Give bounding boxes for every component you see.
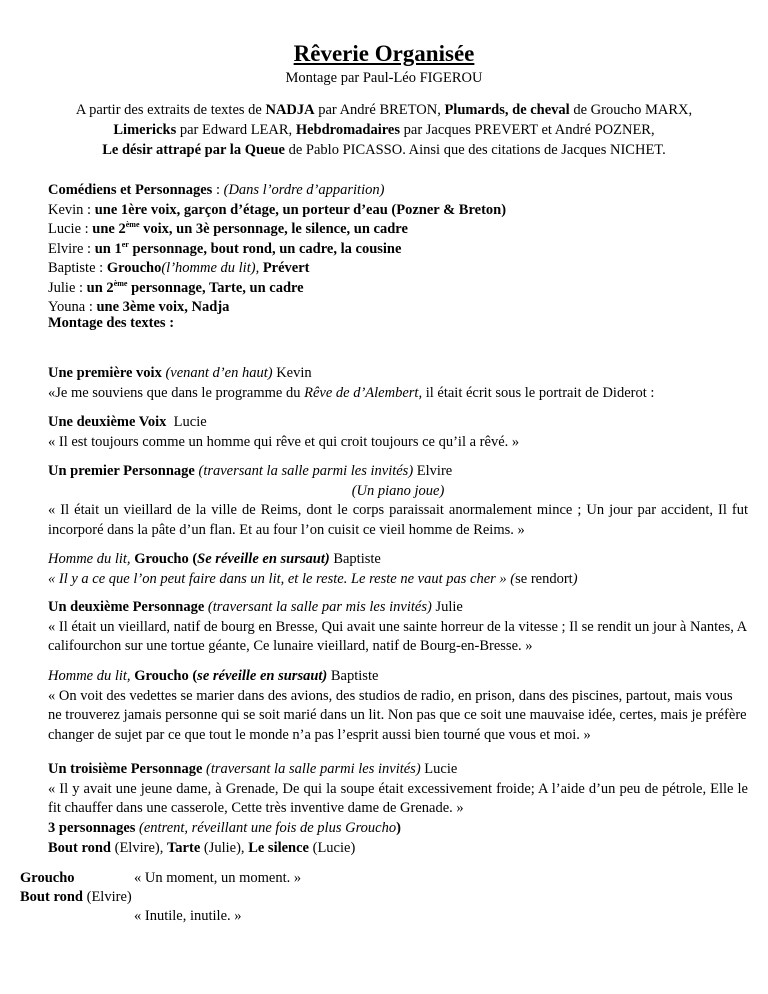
line-text: « Il est toujours comme un homme qui rêve et qui croit toujours ce qu’il a rêvé. » <box>48 433 520 450</box>
scene-groucho-1 <box>48 550 748 589</box>
cast-list <box>48 181 748 318</box>
line-text-title: Rêve de d’Alembert, <box>304 384 423 401</box>
cast-actor: Kevin : <box>48 201 95 218</box>
cast-actor: Julie : <box>48 279 87 296</box>
dialogue-speaker-boutrond <box>20 888 132 908</box>
document-subtitle: Montage par Paul-Léo FIGEROU <box>285 70 483 86</box>
cast-actor: Elvire : <box>48 240 95 257</box>
cast-roles: Groucho(l’homme du lit), Prévert <box>106 260 310 276</box>
cast-heading-note: (Dans l’ordre d’apparition) <box>223 182 385 198</box>
intro-text: de Pablo PICASSO. Ainsi que des citations de Jacques NICHET. <box>284 142 666 158</box>
actor-name: Elvire <box>413 463 453 479</box>
stage-direction: se réveille en sursaut) <box>197 668 328 684</box>
speaker-label: Un premier Personnage <box>48 463 195 479</box>
speaker-name: Groucho ( <box>134 551 198 567</box>
intro-work-plumards: Plumards, de cheval <box>444 102 570 118</box>
speaker-name: Bout rond <box>20 889 83 905</box>
speaker-label: Homme du lit, <box>48 668 135 684</box>
cast-roles: un 1er personnage, bout rond, un cadre, la cousine <box>94 239 402 257</box>
line-text: « Il y a ce que l’on peut faire dans un lit, et le reste. Le reste ne vaut pas cher » ( <box>48 570 516 587</box>
cast-actor: Lucie : <box>48 221 93 237</box>
line-text: « Il y avait une jeune dame, à Grenade, De qui la soupe était excessivement froide; A l’aide d’un peu de pétrole, Elle le fit chauffer dans une casserole, Cette très inventive dame de Grenade. » <box>48 780 748 816</box>
stage-direction: (traversant la salle par mis les invités) <box>204 599 432 615</box>
speaker-label: Homme du lit, <box>48 551 135 567</box>
stage-direction: se rendort <box>515 570 573 587</box>
actor-name: Kevin <box>272 365 312 381</box>
scene-first-character <box>48 462 748 540</box>
cast-roles: une 1ère voix, garçon d’étage, un porteur d’eau (Pozner & Breton) <box>94 201 507 218</box>
music-direction: (Un piano joue) <box>351 482 445 499</box>
cast-roles: une 2ème voix, un 3è personnage, le silence, un cadre <box>92 220 408 237</box>
scene-groucho-2 <box>48 667 748 745</box>
scene-third-character <box>48 760 748 819</box>
intro-text: de Groucho MARX, <box>569 102 693 118</box>
intro-work-hebdromadaires: Hebdromadaires <box>295 122 401 138</box>
cast-actor: Baptiste : <box>48 260 107 276</box>
actor-name: (Lucie) <box>309 839 356 856</box>
montage-heading: Montage des textes : <box>48 315 175 331</box>
speaker-label: 3 personnages <box>48 820 136 836</box>
intro-work-desir: Le désir attrapé par la Queue <box>102 142 285 158</box>
cast-actor: Youna : <box>48 299 97 315</box>
stage-direction: Se réveille en sursaut) <box>197 551 330 567</box>
intro-work-nadja: NADJA <box>265 102 315 118</box>
actor-name: Lucie <box>420 761 458 777</box>
scene-three-characters <box>48 819 748 858</box>
stage-direction: (traversant la salle parmi les invités) <box>202 761 421 777</box>
intro-work-limericks: Limericks <box>113 122 177 138</box>
stage-direction: (traversant la salle parmi les invités) <box>194 463 414 479</box>
dialogue-speaker-groucho: Groucho <box>20 870 75 886</box>
speaker-label: Une deuxième Voix <box>48 414 167 430</box>
document-title: Rêverie Organisée <box>293 41 475 66</box>
line-text: il était écrit sous le portrait de Diderot : <box>422 384 655 401</box>
cast-heading-sep: : <box>212 182 224 198</box>
cast-heading: Comédiens et Personnages <box>48 182 213 198</box>
speaker-label: Un troisième Personnage <box>48 761 203 777</box>
actor-name: Baptiste <box>329 551 381 567</box>
scene-second-character <box>48 598 748 657</box>
scene-second-voice <box>48 413 748 452</box>
line-text: « On voit des vedettes se marier dans des avions, des studios de radio, en prison, dans des piscines, partout, mais vous ne trouverez jamais personne qui se soit marié dans un lit. Non pas que ce soit une mauvaise idée, certes, mais je préfère changer de sujet par ce que tout le monde n’a pas l’esprit aussi bien tourné que vous et moi. » <box>48 687 747 743</box>
role-name: Tarte <box>166 839 201 856</box>
actor-name: Lucie <box>166 414 207 430</box>
role-name: Bout rond <box>48 839 111 856</box>
role-name: Le silence <box>248 839 309 856</box>
dialogue-line-groucho: « Un moment, un moment. » <box>134 870 302 886</box>
line-text: « Il était un vieillard de la ville de Reims, dont le corps paraissait anormalement mince ; Un jour par accident, Il fut incorporé dans la pâte d’un flan. Et au four l’on cuisit ce vieil homme de Reims. » <box>48 502 748 538</box>
speaker-label: Un deuxième Personnage <box>48 599 205 615</box>
speaker-name: Groucho ( <box>134 668 198 684</box>
intro-text: par André BRETON, <box>314 102 445 118</box>
intro-text: A partir des extraits de textes de <box>75 102 266 118</box>
speaker-label: Une première voix <box>48 365 162 381</box>
actor-name: (Elvire), <box>111 839 167 856</box>
scene-first-voice <box>48 364 748 403</box>
actor-name: Julie <box>431 599 463 615</box>
stage-direction: (venant d’en haut) <box>161 365 273 381</box>
actor-name: (Julie), <box>200 839 249 856</box>
cast-roles: un 2ème personnage, Tarte, un cadre <box>86 278 304 296</box>
actor-name: (Elvire) <box>83 889 132 905</box>
cast-roles: une 3ème voix, Nadja <box>96 299 230 315</box>
stage-direction: (entrent, réveillant une fois de plus Groucho <box>135 820 397 836</box>
stage-direction: ) <box>396 820 401 836</box>
line-text: «Je me souviens que dans le programme du <box>48 384 305 401</box>
line-text: « Il était un vieillard, natif de bourg en Bresse, Qui avait une sainte horreur de la vitesse ; Il se rendit un jour à Nantes, A califourchon sur une tortue géante, Ce lunaire vieillard, natif de Bourg-en-Bresse. » <box>48 618 747 654</box>
intro-text: par Jacques PREVERT et André POZNER, <box>400 122 655 138</box>
dialogue-line-boutrond: « Inutile, inutile. » <box>134 908 242 924</box>
stage-direction: ) <box>572 570 578 587</box>
intro-text: par Edward LEAR, <box>176 122 296 138</box>
actor-name: Baptiste <box>327 668 379 684</box>
intro-paragraph <box>40 100 728 160</box>
